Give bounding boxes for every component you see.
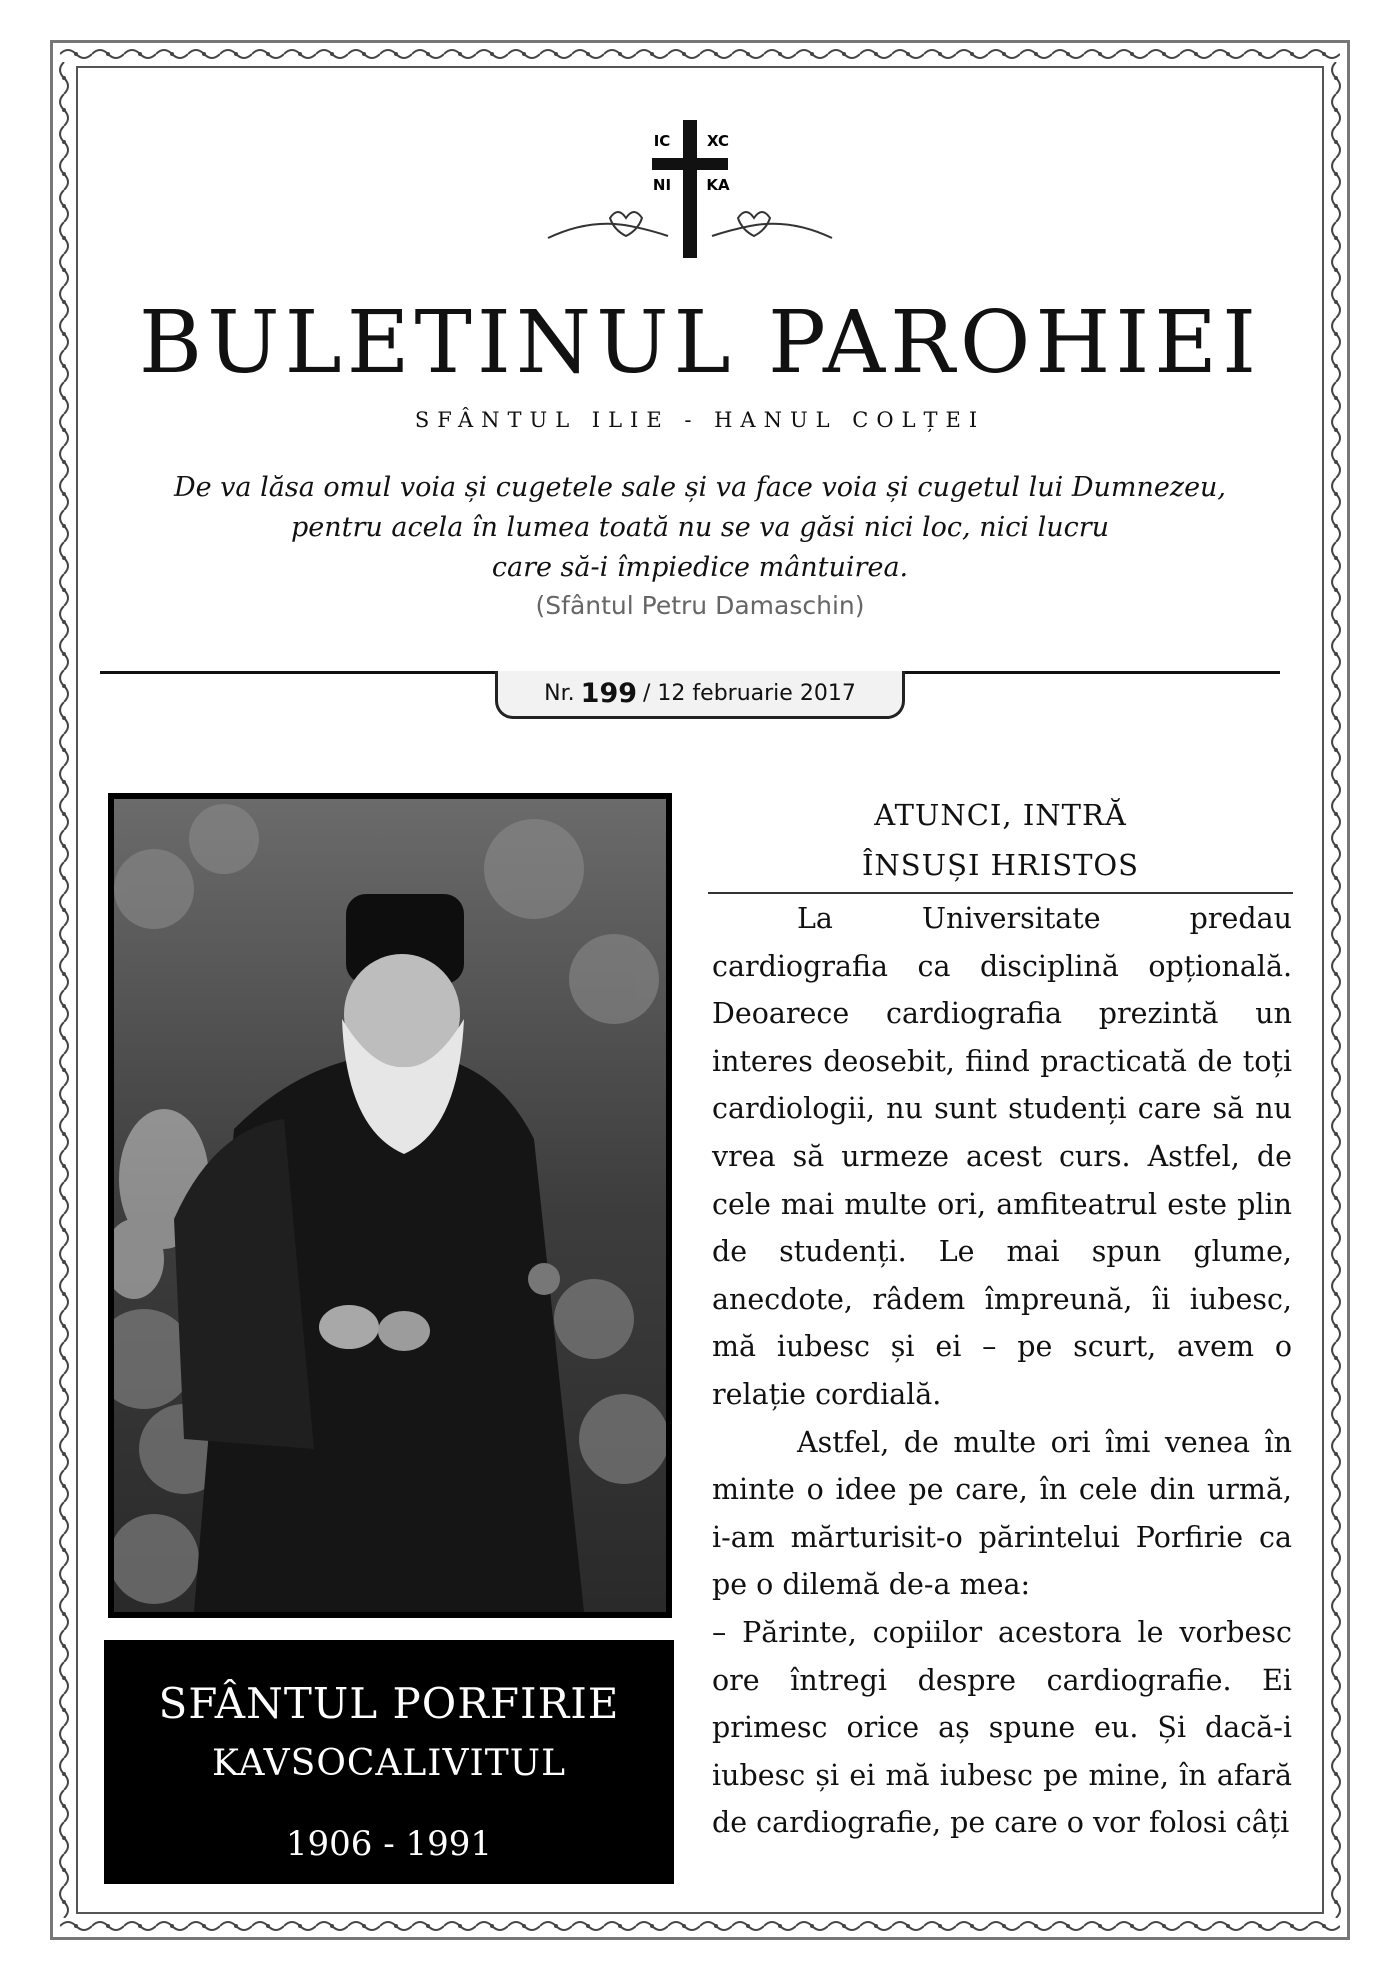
article-paragraph: La Universitate predau cardiografia ca disciplină opțională. Deoarece cardiografia prezintă un interes deosebit, fiind practicată de toți cardiologii, nu sunt studenți care să nu vrea să urmeze acest curs. Astfel, de cele mai multe ori, amfiteatrul este plin de studenți. Le mai spun glume, anecdote, râdem împreună, îi iubesc, mă iubesc și ei – pe scurt, avem o relație cordială. xyxy=(712,902,1292,1411)
article-title-line1: ATUNCI, INTRĂ xyxy=(874,798,1127,832)
quote-line: pentru acela în lumea toată nu se va găsi nici loc, nici lucru xyxy=(290,512,1110,543)
orthodox-cross-icon xyxy=(540,118,840,268)
issue-date: / 12 februarie 2017 xyxy=(643,681,856,706)
article-title-line2: ÎNSUȘI HRISTOS xyxy=(861,848,1140,882)
ornament-border-bottom xyxy=(60,1918,1340,1934)
quote-author: (Sfântul Petru Damaschin) xyxy=(535,591,865,620)
issue-tab xyxy=(495,671,905,719)
issue-prefix: Nr. xyxy=(544,681,575,706)
cross-letter-xc: XC xyxy=(706,132,730,150)
article-paragraph: Astfel, de multe ori îmi venea în minte o idee pe care, în cele din urmă, i-am mărturisit-o părintelui Porfirie ca pe o dilemă de-a mea: xyxy=(712,1425,1292,1602)
saint-name xyxy=(104,1674,674,1794)
saint-years: 1906 - 1991 xyxy=(285,1824,493,1864)
cross-letter-ni: NI xyxy=(652,176,672,194)
ornament-border-top xyxy=(60,46,1340,62)
portrait-photo xyxy=(108,793,672,1618)
quote-line: De va lăsa omul voia și cugetele sale și va face voia și cugetul lui Dumnezeu, xyxy=(173,472,1227,503)
quote-line: care să-i împiedice mântuirea. xyxy=(491,552,909,583)
portrait-caption xyxy=(104,1640,674,1884)
epigraph-quote xyxy=(100,468,1300,624)
article-title-underline xyxy=(708,892,1293,894)
cross-letter-ka: KA xyxy=(706,176,730,194)
article-title xyxy=(708,790,1293,890)
ornament-border-left xyxy=(56,62,72,1918)
cross-letter-ic: IC xyxy=(653,132,671,150)
saint-name-line2: KAVSOCALIVITUL xyxy=(212,1743,566,1784)
saint-name-line1: SFÂNTUL PORFIRIE xyxy=(158,1679,620,1728)
masthead-title: BULETINUL PAROHIEI xyxy=(138,293,1262,393)
masthead-subtitle: SFÂNTUL ILIE - HANUL COLȚEI xyxy=(414,408,986,432)
article-body xyxy=(712,895,1292,1847)
article-paragraph: – Părinte, copiilor acestora le vorbesc ore întregi despre cardiografie. Ei primesc orice aș spune eu. Și dacă-i iubesc și ei mă iubesc pe mine, în afară de cardiografie, pe care o vor folosi câți xyxy=(712,1615,1292,1840)
ornament-border-right xyxy=(1328,62,1344,1918)
issue-number: 199 xyxy=(580,678,638,709)
